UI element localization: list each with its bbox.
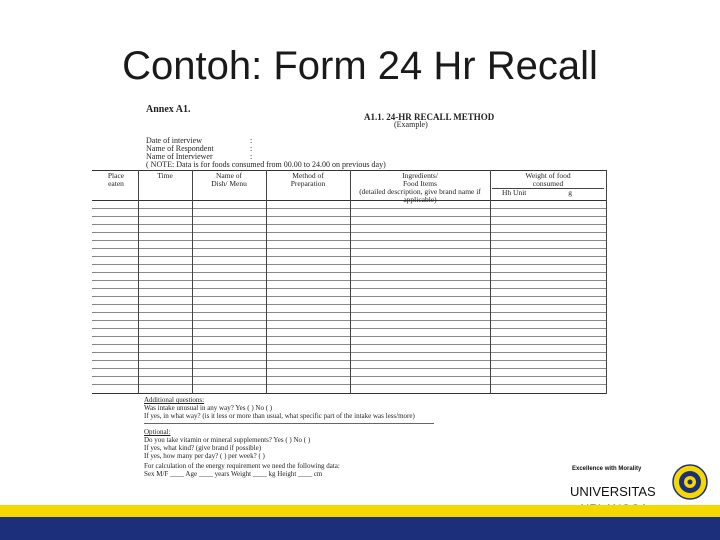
table-row-line bbox=[92, 344, 606, 345]
table-row-line bbox=[92, 352, 606, 353]
table-row-line bbox=[92, 360, 606, 361]
additional-q3: Do you take vitamin or mineral supplements? Yes ( ) No ( ) bbox=[144, 436, 311, 444]
additional-q4: If yes, what kind? (give brand if possible) bbox=[144, 444, 262, 452]
recall-table bbox=[92, 170, 606, 394]
meta-respondent-label: Name of Respondent bbox=[146, 144, 214, 153]
column-divider bbox=[266, 170, 267, 394]
recall-form-image bbox=[92, 104, 612, 476]
table-row-line bbox=[92, 336, 606, 337]
footer-blue-band bbox=[0, 517, 720, 540]
university-name-line1: UNIVERSITAS bbox=[570, 484, 656, 499]
table-row-line bbox=[92, 272, 606, 273]
answer-line bbox=[144, 423, 434, 424]
header-time: Time bbox=[157, 171, 173, 180]
meta-date-sep: : bbox=[250, 136, 253, 145]
university-emblem-icon bbox=[672, 464, 708, 500]
header-weight-consumed: Weight of food consumed Hh Unit g bbox=[492, 172, 604, 197]
header-dish-menu: Name of Dish/ Menu bbox=[211, 171, 247, 188]
additional-q1: Was intake unusual in any way? Yes ( ) No ( ) bbox=[144, 404, 273, 412]
header-method-preparation: Method of Preparation bbox=[290, 171, 326, 188]
tagline: Excellence with Morality bbox=[572, 466, 642, 472]
table-header-border bbox=[92, 200, 606, 201]
additional-q5: If yes, how many per day? ( ) per week? ( ) bbox=[144, 452, 265, 460]
meta-respondent-sep: : bbox=[250, 144, 253, 153]
annex-label: Annex A1. bbox=[146, 104, 191, 115]
table-row-line bbox=[92, 328, 606, 329]
table-row-line bbox=[92, 376, 606, 377]
column-divider bbox=[490, 170, 491, 394]
table-row-line bbox=[92, 224, 606, 225]
additional-heading: Additional questions: bbox=[144, 396, 205, 404]
table-row-line bbox=[92, 288, 606, 289]
table-row-line bbox=[92, 216, 606, 217]
form-title: A1.1. 24-HR RECALL METHOD bbox=[364, 112, 495, 122]
meta-interviewer-sep: : bbox=[250, 152, 253, 161]
form-note: ( NOTE: Data is for foods consumed from 00.00 to 24.00 on previous day) bbox=[146, 160, 386, 169]
table-row-line bbox=[92, 264, 606, 265]
additional-q6: For calculation of the energy requirement we need the following data: bbox=[144, 462, 340, 470]
additional-q2: If yes, in what way? (is it less or more than usual, what specific part of the intake was less/more) bbox=[144, 412, 415, 420]
column-divider bbox=[606, 170, 607, 394]
form-subtitle: (Example) bbox=[394, 120, 428, 129]
table-row-line bbox=[92, 248, 606, 249]
footer-yellow-band bbox=[0, 505, 720, 517]
table-row-line bbox=[92, 384, 606, 385]
table-row-line bbox=[92, 304, 606, 305]
column-divider bbox=[138, 170, 139, 394]
column-divider bbox=[350, 170, 351, 394]
table-row-line bbox=[92, 280, 606, 281]
table-bottom-border bbox=[92, 393, 606, 394]
meta-date-label: Date of interview bbox=[146, 136, 202, 145]
table-row-line bbox=[92, 296, 606, 297]
table-row-line bbox=[92, 208, 606, 209]
table-row-line bbox=[92, 320, 606, 321]
header-ingredients: Ingredients/ Food Items (detailed description, give brand name if applicable) bbox=[359, 171, 481, 204]
additional-q7: Sex M/F ____ Age ____ years Weight ____ kg Height ____ cm bbox=[144, 470, 323, 478]
table-row-line bbox=[92, 256, 606, 257]
weight-unit-label: Hh Unit bbox=[502, 188, 527, 197]
weight-grams-label: g bbox=[568, 188, 572, 197]
column-divider bbox=[192, 170, 193, 394]
header-place-eaten: Place eaten bbox=[107, 171, 125, 188]
table-row-line bbox=[92, 240, 606, 241]
table-row-line bbox=[92, 368, 606, 369]
table-row-line bbox=[92, 312, 606, 313]
optional-heading: Optional: bbox=[144, 428, 171, 436]
slide-title: Contoh: Form 24 Hr Recall bbox=[122, 44, 598, 88]
meta-interviewer-label: Name of Interviewer bbox=[146, 152, 213, 161]
table-row-line bbox=[92, 232, 606, 233]
